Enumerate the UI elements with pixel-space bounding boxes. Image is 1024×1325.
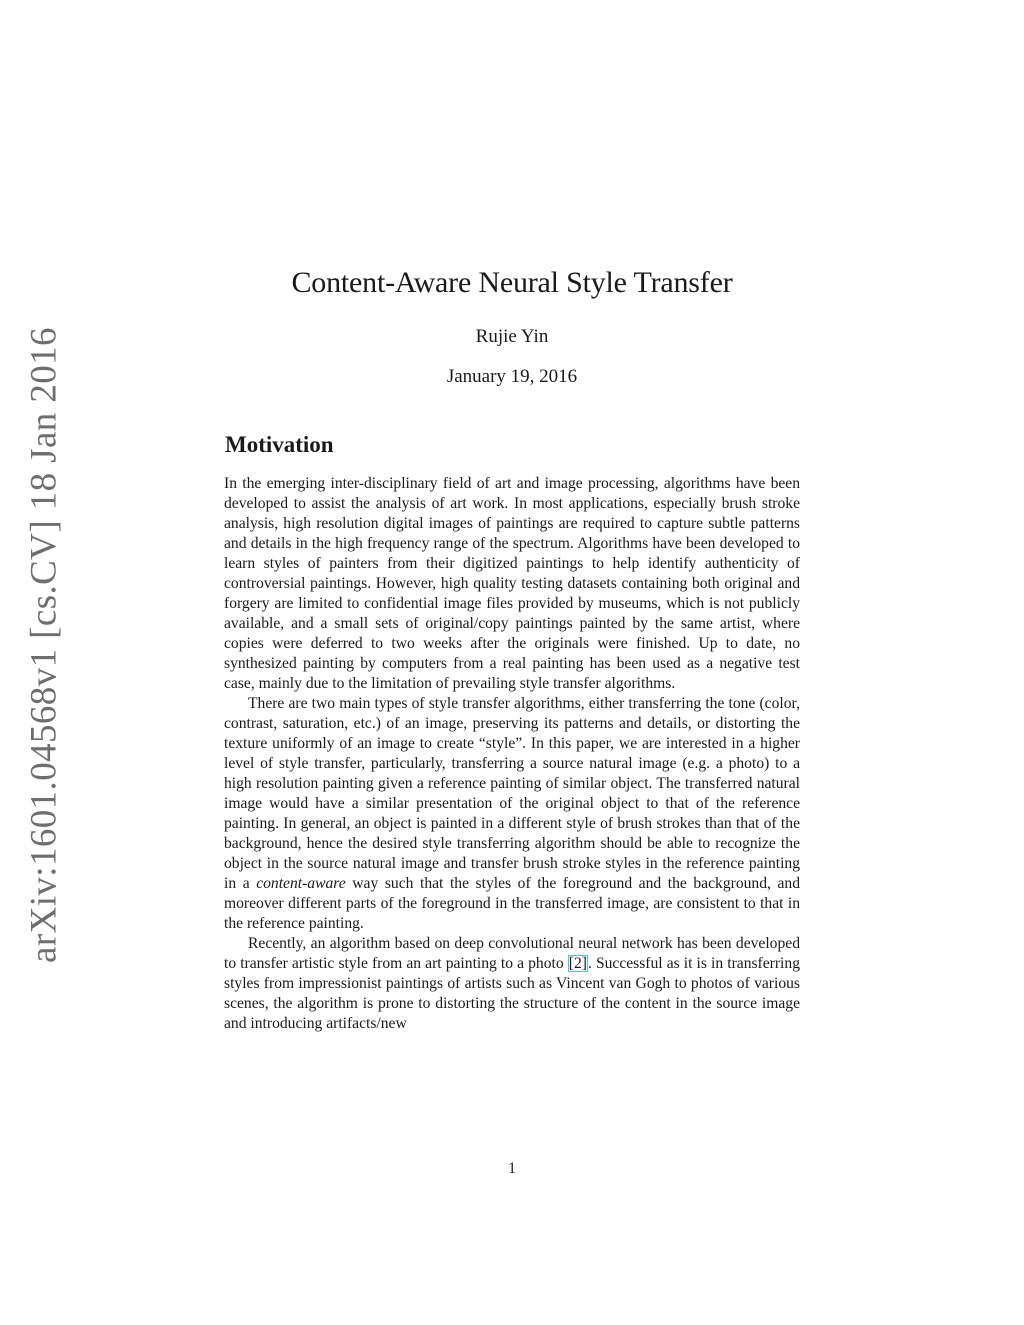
paragraph-2-text-a: There are two main types of style transfer algorithms, either transferring the tone (color, contrast, saturation, etc.) of an image, preserving its patterns and details, or distorting the texture uniformly of an image to create “style”. In this paper, we are interested in a higher level of style transfer, particularly, transferring a source natural image (e.g. a photo) to a high resolution painting given a reference painting of similar object. The transferred natural image would have a similar presentation of the original object to that of the reference painting. In general, an object is painted in a different style of brush strokes than that of the background, hence the desired style transferring algorithm should be able to recognize the object in the source natural image and transfer brush stroke styles in the reference painting in a [224, 695, 800, 892]
author-name: Rujie Yin [475, 326, 549, 347]
paragraph-3-text-b: . Successful as it is in transferring styles from impressionist paintings of artists such as Vincent van Gogh to photos of various scenes, the algorithm is prone to distorting the structure of the content in the source image and introducing artifacts/new [224, 955, 800, 1032]
section-heading-motivation: Motivation [225, 432, 334, 457]
section-body [224, 474, 800, 1034]
citation-link[interactable]: [2] [568, 955, 587, 972]
paragraph-3 [224, 934, 800, 1034]
arxiv-identifier-stamp: arXiv:1601.04568v1 [cs.CV] 18 Jan 2016 [23, 327, 65, 963]
page-number: 1 [508, 1160, 516, 1177]
publication-date: January 19, 2016 [446, 366, 578, 387]
emphasis-content-aware: content-aware [256, 875, 346, 892]
citation-number: 2 [573, 955, 582, 972]
paragraph-3-text-a: Recently, an algorithm based on deep convolutional neural network has been developed to transfer artistic style from an art painting to a photo [224, 935, 800, 972]
paragraph-2-text-b: way such that the styles of the foreground and the background, and moreover different parts of the foreground in the transferred image, are consistent to that in the reference painting. [224, 875, 800, 932]
paper-title: Content-Aware Neural Style Transfer [291, 266, 733, 299]
paragraph-2 [224, 694, 800, 934]
paragraph-1: In the emerging inter-disciplinary field of art and image processing, algorithms have been developed to assist the analysis of art work. In most applications, especially brush stroke analysis, high resolution digital images of paintings are required to capture subtle patterns and details in the high frequency range of the spectrum. Algorithms have been developed to learn styles of painters from their digitized paintings to help identify authenticity of controversial paintings. However, high quality testing datasets containing both original and forgery are limited to confidential image files provided by museums, which is not publicly available, and a small sets of original/copy paintings painted by the same artist, where copies were deferred to two weeks after the originals were finished. Up to date, no synthesized painting by computers from a real painting has been used as a negative test case, mainly due to the limitation of prevailing style transfer algorithms. [224, 475, 800, 692]
